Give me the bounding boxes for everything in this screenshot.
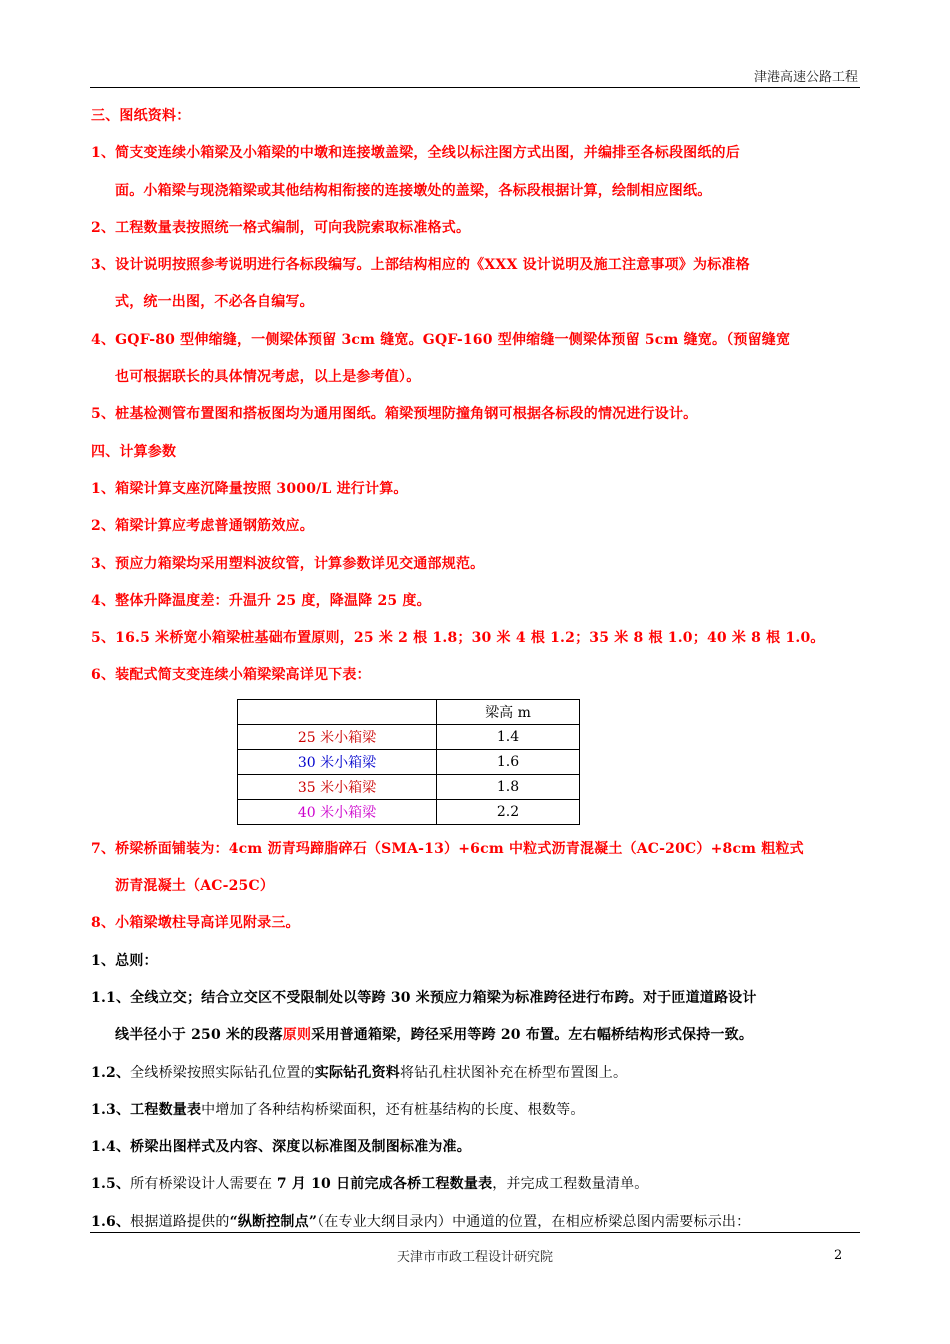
text-run: 全线桥梁按照实际钻孔位置的 (130, 1064, 315, 1081)
emphasized-text: “纵断控制点” (229, 1213, 318, 1230)
header-divider (90, 87, 860, 88)
parameters-item-6: 6、装配式简支变连续小箱梁梁高详见下表： (91, 667, 371, 684)
drawings-item-4-line-2: 也可根据联长的具体情况考虑，以上是参考值）。 (115, 369, 421, 386)
parameters-item-3: 3、预应力箱梁均采用塑料波纹管，计算参数详见交通部规范。 (91, 555, 485, 572)
text-run: ，并完成工程数量清单。 (492, 1176, 649, 1193)
drawings-item-3-line-1: 3、设计说明按照参考说明进行各标段编写。上部结构相应的《XXX 设计说明及施工注意事项》为标准格 (91, 257, 750, 274)
beam-height-cell: 1.8 (437, 774, 580, 799)
text-run: 根据道路提供的 (130, 1213, 230, 1230)
general-heading: 1、总则： (91, 952, 158, 969)
highlighted-text: 原则 (282, 1027, 312, 1044)
general-1-4: 1.4、桥梁出图样式及内容、深度以标准图及制图标准为准。 (91, 1139, 471, 1156)
text-run: 中增加了各种结构桥梁面积，还有桩基结构的长度、根数等。 (201, 1101, 585, 1118)
beam-height-table (237, 699, 580, 825)
table-header-beam-height: 梁高 m (437, 699, 580, 724)
drawings-item-3-line-2: 式，统一出图，不必各自编写。 (115, 294, 314, 311)
text-run: 将钻孔柱状图补充在桥型布置图上。 (399, 1064, 628, 1081)
parameters-item-4: 4、整体升降温度差：升温升 25 度，降温降 25 度。 (91, 592, 431, 609)
parameters-item-8: 8、小箱梁墩柱导高详见附录三。 (91, 915, 300, 932)
page-number: 2 (834, 1248, 843, 1263)
emphasized-text: 工程数量表 (130, 1101, 202, 1118)
emphasized-text: 实际钻孔资料 (314, 1064, 400, 1081)
drawings-item-2: 2、工程数量表按照统一格式编制，可向我院索取标准格式。 (91, 219, 471, 236)
beam-height-cell: 1.6 (437, 749, 580, 774)
general-1-2 (91, 1055, 861, 1092)
clause-number: 1.6、 (91, 1213, 131, 1230)
text-run: （在专业大纲目录内）中通道的位置，在相应桥梁总图内需要标示出： (317, 1213, 751, 1230)
general-1-5 (91, 1166, 861, 1203)
text-run: 采用普通箱梁，跨径采用等跨 20 布置。左右幅桥结构形式保持一致。 (311, 1027, 754, 1044)
running-header: 津港高速公路工程 (753, 70, 858, 85)
section-heading-parameters: 四、计算参数 (91, 443, 177, 460)
footer-organization: 天津市市政工程设计研究院 (396, 1250, 553, 1265)
table-row (238, 774, 580, 799)
footer-divider (90, 1232, 860, 1233)
text-run: 所有桥梁设计人需要在 (130, 1176, 277, 1193)
general-1-3 (91, 1092, 861, 1129)
table-row (238, 724, 580, 749)
drawings-item-5: 5、桩基检测管布置图和搭板图均为通用图纸。箱梁预埋防撞角钢可根据各标段的情况进行设计。 (91, 406, 698, 423)
parameters-item-2: 2、箱梁计算应考虑普通钢筋效应。 (91, 518, 314, 535)
beam-type-cell: 40 米小箱梁 (238, 799, 437, 824)
document-body (91, 98, 861, 1241)
parameters-item-7-line-2: 沥青混凝土（AC-25C） (115, 878, 275, 895)
table-row (238, 799, 580, 824)
beam-type-cell: 25 米小箱梁 (238, 724, 437, 749)
parameters-item-5: 5、16.5 米桥宽小箱梁桩基础布置原则，25 米 2 根 1.8；30 米 4 根 1.2；35 米 8 根 1.0；40 米 8 根 1.0。 (91, 630, 825, 647)
beam-height-cell: 1.4 (437, 724, 580, 749)
general-1-6 (91, 1204, 861, 1241)
parameters-item-1: 1、箱梁计算支座沉降量按照 3000/L 进行计算。 (91, 480, 408, 497)
table-row (238, 749, 580, 774)
clause-number: 1.5、 (91, 1176, 131, 1193)
text-run: 线半径小于 250 米的段落 (115, 1027, 283, 1044)
section-heading-drawings: 三、图纸资料： (91, 108, 191, 124)
beam-type-cell: 30 米小箱梁 (238, 749, 437, 774)
emphasized-text: 7 月 10 日前完成各桥工程数量表 (276, 1176, 493, 1193)
drawings-item-1-line-1: 1、简支变连续小箱梁及小箱梁的中墩和连接墩盖梁，全线以标注图方式出图，并编排至各标段图纸的后 (91, 145, 740, 162)
drawings-item-1-line-2: 面。小箱梁与现浇箱梁或其他结构相衔接的连接墩处的盖梁，各标段根据计算，绘制相应图纸。 (115, 182, 712, 199)
beam-height-cell: 2.2 (437, 799, 580, 824)
clause-number: 1.2、 (91, 1064, 131, 1081)
beam-height-table-wrapper (91, 699, 861, 825)
drawings-item-4-line-1: 4、GQF-80 型伸缩缝，一侧梁体预留 3cm 缝宽。GQF-160 型伸缩缝一侧梁体预留 5cm 缝宽。（预留缝宽 (91, 331, 791, 348)
general-1-1-line-2 (91, 1017, 861, 1054)
general-1-1-line-1: 1.1、全线立交；结合立交区不受限制处以等跨 30 米预应力箱梁为标准跨径进行布跨。对于匝道道路设计 (91, 989, 757, 1006)
table-header-cell-blank (238, 699, 437, 724)
table-header-row (238, 699, 580, 724)
clause-number: 1.3、 (91, 1101, 131, 1118)
beam-type-cell: 35 米小箱梁 (238, 774, 437, 799)
parameters-item-7-line-1: 7、桥梁桥面铺装为：4cm 沥青玛蹄脂碎石（SMA-13）+6cm 中粒式沥青混凝土（AC-20C）+8cm 粗粒式 (91, 840, 804, 857)
